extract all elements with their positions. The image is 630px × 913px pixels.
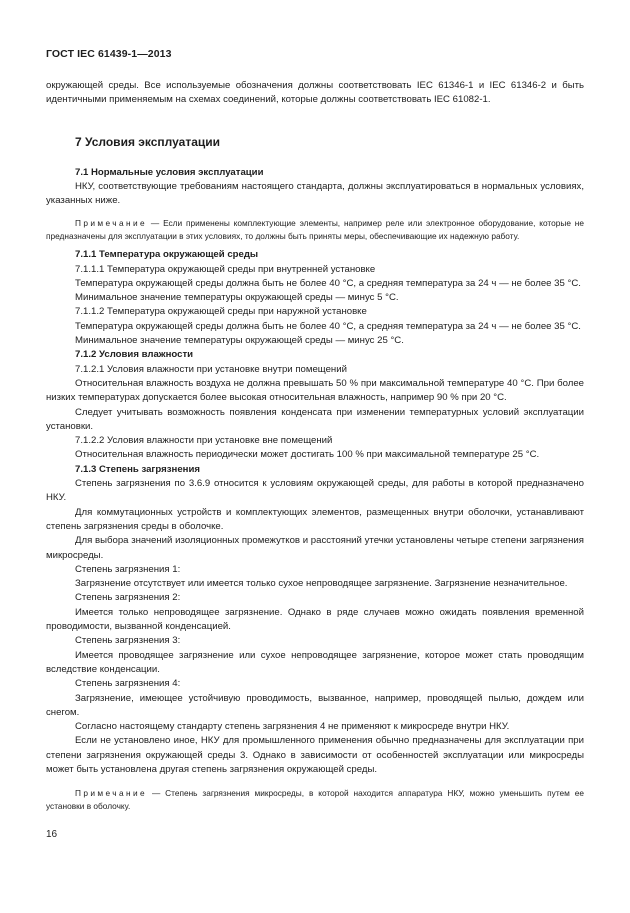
degree-label: Степень загрязнения 3: (75, 635, 181, 647)
section-title: 7 Условия эксплуатации (75, 134, 221, 149)
degree-label: Степень загрязнения 2: (75, 592, 181, 604)
note (46, 217, 584, 242)
paragraph: 7.1.1.2 Температура окружающей среды при наружной установке (75, 306, 367, 318)
paragraph: Имеется только непроводящее загрязнение. Однако в ряде случаев можно ожидать появления временной проводимости, вызванной конденсацией. (46, 606, 584, 633)
note-text: — Степень загрязнения микросреды, в которой находится аппаратура НКУ, можно уменьшить путем ее установки в оболочку. (46, 788, 584, 811)
paragraph: Загрязнение отсутствует или имеется только сухое непроводящее загрязнение. Загрязнение незначительное. (75, 578, 568, 590)
paragraph: Относительная влажность периодически может достигать 100 % при максимальной температуре 25 °С. (75, 449, 540, 461)
paragraph: Степень загрязнения по 3.6.9 относится к условиям окружающей среды, для работы в которой предназначено НКУ. (46, 478, 584, 504)
paragraph: Загрязнение, имеющее устойчивую проводимость, вызванное, например, проводящей пылью, дождем или снегом. (46, 692, 584, 718)
degree-label: Степень загрязнения 1: (75, 563, 181, 575)
paragraph: Согласно настоящему стандарту степень загрязнения 4 не применяют к микросреде внутри НКУ. (75, 721, 510, 733)
note-label: Примечание (75, 788, 148, 799)
note (46, 787, 584, 812)
subsection-7-1-3-title: 7.1.3 Степень загрязнения (75, 463, 200, 475)
paragraph: 7.1.2.1 Условия влажности при установке внутри помещений (75, 363, 347, 375)
paragraph: 7.1.1.1 Температура окружающей среды при внутренней установке (75, 263, 376, 275)
paragraph: Следует учитывать возможность появления конденсата при изменении температурных условий эксплуатации установки. (46, 406, 584, 432)
degree-label: Степень загрязнения 4: (75, 678, 181, 690)
subsection-7-1-1-title: 7.1.1 Температура окружающей среды (75, 249, 259, 261)
paragraph: Минимальное значение температуры окружающей среды — минус 5 °С. (75, 292, 399, 304)
note-label: Примечание (75, 218, 148, 229)
paragraph: Для выбора значений изоляционных промежутков и расстояний утечки установлены четыре степени загрязнения микросреды. (46, 535, 584, 561)
document-body (46, 79, 584, 812)
intro-paragraph: окружающей среды. Все используемые обозначения должны соответствовать IEC 61346-1 и IEC 61346-2 и быть идентичными применяемым на схемах соединений, которые должны соответствовать IEC 61082-1. (46, 80, 584, 106)
paragraph: 7.1.2.2 Условия влажности при установке вне помещений (75, 435, 333, 447)
subsection-7-1-title: 7.1 Нормальные условия эксплуатации (75, 166, 264, 178)
paragraph: НКУ, соответствующие требованиям настоящего стандарта, должны эксплуатироваться в нормальных условиях, указанных ниже. (46, 180, 584, 207)
page-number: 16 (46, 829, 58, 840)
paragraph: Минимальное значение температуры окружающей среды — минус 25 °С. (75, 335, 404, 347)
paragraph: Относительная влажность воздуха не должна превышать 50 % при максимальной температуре 40 °С. При более низких температурах допускается более высокая относительная влажность, например 90 % при 20 °С. (46, 377, 584, 404)
paragraph: Температура окружающей среды должна быть не более 40 °С, а средняя температура за 24 ч — не более 35 °С. (75, 320, 581, 332)
paragraph: Для коммутационных устройств и комплектующих элементов, размещенных внутри оболочки, устанавливают степень загрязнения среды в оболочке. (46, 506, 584, 532)
paragraph: Температура окружающей среды должна быть не более 40 °С, а средняя температура за 24 ч — не более 35 °С. (75, 277, 581, 289)
document-header: ГОСТ IEC 61439-1—2013 (46, 48, 172, 60)
paragraph: Имеется проводящее загрязнение или сухое непроводящее загрязнение, которое может стать проводящим вследствие конденсации. (46, 649, 584, 675)
subsection-7-1-2-title: 7.1.2 Условия влажности (75, 349, 194, 361)
paragraph: Если не установлено иное, НКУ для промышленного применения обычно предназначены для эксплуатации при степени загрязнения окружающей среды 3. Однако в зависимости от особенностей эксплуатации или микросреды может быть установлена другая степень загрязнения окружающей среды. (46, 735, 584, 775)
note-text: — Если применены комплектующие элементы, например реле или электронное оборудование, которые не предназначены для эксплуатации в этих условиях, то должны быть приняты меры, обеспечивающие их надежную работу. (46, 218, 584, 241)
